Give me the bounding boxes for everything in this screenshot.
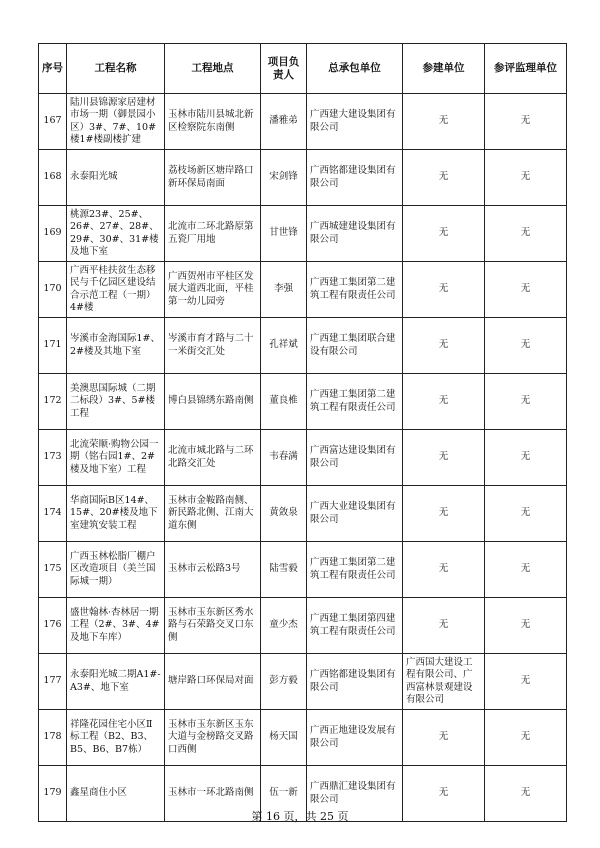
header-participant: 参建单位 (403, 44, 485, 94)
project-location: 北流市城北路与二环北路交汇处 (165, 430, 261, 486)
general-contractor: 广西建工集团联合建设有限公司 (307, 318, 403, 374)
participating-unit: 无 (403, 766, 485, 822)
general-contractor: 广西建工集团第四建筑工程有限责任公司 (307, 598, 403, 654)
project-name: 岑溪市金海国际1#、2#楼及其地下室 (67, 318, 165, 374)
participating-unit: 无 (403, 150, 485, 206)
supervision-unit: 无 (485, 150, 567, 206)
table-header-row (39, 44, 567, 94)
general-contractor: 广西正地建设发展有限公司 (307, 710, 403, 766)
project-location: 玉林市金鞍路南侧、新民路北侧、江南大道东侧 (165, 486, 261, 542)
row-number: 178 (39, 710, 67, 766)
row-number: 174 (39, 486, 67, 542)
participating-unit: 无 (403, 262, 485, 318)
row-number: 173 (39, 430, 67, 486)
project-name: 北流荣顺·购物公园一期（铭右园1#、2#楼及地下室）工程 (67, 430, 165, 486)
row-number: 171 (39, 318, 67, 374)
general-contractor: 广西建工集团第二建筑工程有限责任公司 (307, 374, 403, 430)
general-contractor: 广西建工集团第二建筑工程有限责任公司 (307, 542, 403, 598)
general-contractor: 广西建大建设集团有限公司 (307, 94, 403, 150)
project-manager: 董良椎 (261, 374, 307, 430)
project-name: 鑫星商住小区 (67, 766, 165, 822)
project-manager: 童少杰 (261, 598, 307, 654)
project-name: 广西玉林松脂厂棚户区改造项目（美兰国际城一期） (67, 542, 165, 598)
participating-unit: 无 (403, 374, 485, 430)
project-manager: 杨天国 (261, 710, 307, 766)
project-manager: 孔祥斌 (261, 318, 307, 374)
supervision-unit: 无 (485, 598, 567, 654)
project-manager: 黄敛泉 (261, 486, 307, 542)
project-location: 玉林市陆川县城北新区检察院东南侧 (165, 94, 261, 150)
supervision-unit: 无 (485, 94, 567, 150)
project-manager: 韦春满 (261, 430, 307, 486)
project-location: 玉林市云松路3号 (165, 542, 261, 598)
project-name: 桃源23#、25#、26#、27#、28#、29#、30#、31#楼及地下室 (67, 206, 165, 262)
supervision-unit: 无 (485, 654, 567, 710)
table-row (39, 374, 567, 430)
supervision-unit: 无 (485, 766, 567, 822)
row-number: 172 (39, 374, 67, 430)
page-footer: 第 16 页，共 25 页 (251, 810, 349, 823)
header-location: 工程地点 (165, 44, 261, 94)
row-number: 167 (39, 94, 67, 150)
header-project-name: 工程名称 (67, 44, 165, 94)
supervision-unit: 无 (485, 206, 567, 262)
table-row (39, 318, 567, 374)
header-supervisor: 参评监理单位 (485, 44, 567, 94)
general-contractor: 广西富达建设集团有限公司 (307, 430, 403, 486)
project-name: 永泰阳光城 (67, 150, 165, 206)
participating-unit: 广西国大建设工程有限公司、广西富林景观建设有限公司 (403, 654, 485, 710)
supervision-unit: 无 (485, 374, 567, 430)
project-location: 塘岸路口环保局对面 (165, 654, 261, 710)
project-location: 荔枝场新区塘岸路口新环保局南面 (165, 150, 261, 206)
participating-unit: 无 (403, 486, 485, 542)
project-manager: 潘雅弟 (261, 94, 307, 150)
table-row (39, 150, 567, 206)
participating-unit: 无 (403, 542, 485, 598)
supervision-unit: 无 (485, 262, 567, 318)
supervision-unit: 无 (485, 542, 567, 598)
general-contractor: 广西城建建设集团有限公司 (307, 206, 403, 262)
table-row (39, 598, 567, 654)
project-name: 美澳思国际城（二期二标段）3#、5#楼工程 (67, 374, 165, 430)
participating-unit: 无 (403, 206, 485, 262)
participating-unit: 无 (403, 94, 485, 150)
participating-unit: 无 (403, 430, 485, 486)
project-manager: 李强 (261, 262, 307, 318)
project-name: 盛世翰林·杏林居一期工程（2#、3#、4#及地下车库） (67, 598, 165, 654)
table-body (39, 94, 567, 822)
project-location: 广西贺州市平桂区发展大道西北面，平桂第一幼儿园旁 (165, 262, 261, 318)
header-general-contractor: 总承包单位 (307, 44, 403, 94)
projects-table (38, 43, 567, 822)
header-manager: 项目负责人 (261, 44, 307, 94)
project-manager: 宋剑锋 (261, 150, 307, 206)
project-name: 广西平桂扶贫生态移民与千亿园区建设结合示范工程（一期）4#楼 (67, 262, 165, 318)
row-number: 176 (39, 598, 67, 654)
project-manager: 伍一新 (261, 766, 307, 822)
project-manager: 陆雪毅 (261, 542, 307, 598)
participating-unit: 无 (403, 598, 485, 654)
project-name: 华商国际B区14#、15#、20#楼及地下室建筑安装工程 (67, 486, 165, 542)
row-number: 169 (39, 206, 67, 262)
project-name: 永泰阳光城二期A1#-A3#、地下室 (67, 654, 165, 710)
project-name: 祥隆花园住宅小区Ⅱ标工程（B2、B3、B5、B6、B7栋） (67, 710, 165, 766)
table-row (39, 486, 567, 542)
project-manager: 甘世锋 (261, 206, 307, 262)
supervision-unit: 无 (485, 486, 567, 542)
project-location: 玉林市玉东新区玉东大道与金榜路交叉路口西侧 (165, 710, 261, 766)
supervision-unit: 无 (485, 710, 567, 766)
table-row (39, 430, 567, 486)
general-contractor: 广西建工集团第二建筑工程有限责任公司 (307, 262, 403, 318)
table-row (39, 654, 567, 710)
supervision-unit: 无 (485, 318, 567, 374)
header-number: 序号 (39, 44, 67, 94)
row-number: 175 (39, 542, 67, 598)
project-location: 玉林市玉东新区秀水路与石荣路交叉口东侧 (165, 598, 261, 654)
general-contractor: 广西铭都建设集团有限公司 (307, 654, 403, 710)
project-manager: 彭方毅 (261, 654, 307, 710)
general-contractor: 广西大业建设集团有限公司 (307, 486, 403, 542)
row-number: 170 (39, 262, 67, 318)
table-row (39, 710, 567, 766)
project-location: 北流市二环北路原第五瓷厂用地 (165, 206, 261, 262)
project-location: 博白县锦绣东路南侧 (165, 374, 261, 430)
row-number: 179 (39, 766, 67, 822)
participating-unit: 无 (403, 710, 485, 766)
supervision-unit: 无 (485, 430, 567, 486)
general-contractor: 广西铭都建设集团有限公司 (307, 150, 403, 206)
general-contractor: 广西鼎汇建设集团有限公司 (307, 766, 403, 822)
participating-unit: 无 (403, 318, 485, 374)
project-name: 陆川县锦源家居建材市场一期（御景园小区）3#、7#、10#楼1#楼副楼扩建 (67, 94, 165, 150)
row-number: 177 (39, 654, 67, 710)
table-row (39, 542, 567, 598)
table-row (39, 94, 567, 150)
table-row (39, 206, 567, 262)
project-location: 岑溪市育才路与二十一米街交汇处 (165, 318, 261, 374)
table-row (39, 262, 567, 318)
project-location: 玉林市一环北路南侧 (165, 766, 261, 822)
row-number: 168 (39, 150, 67, 206)
